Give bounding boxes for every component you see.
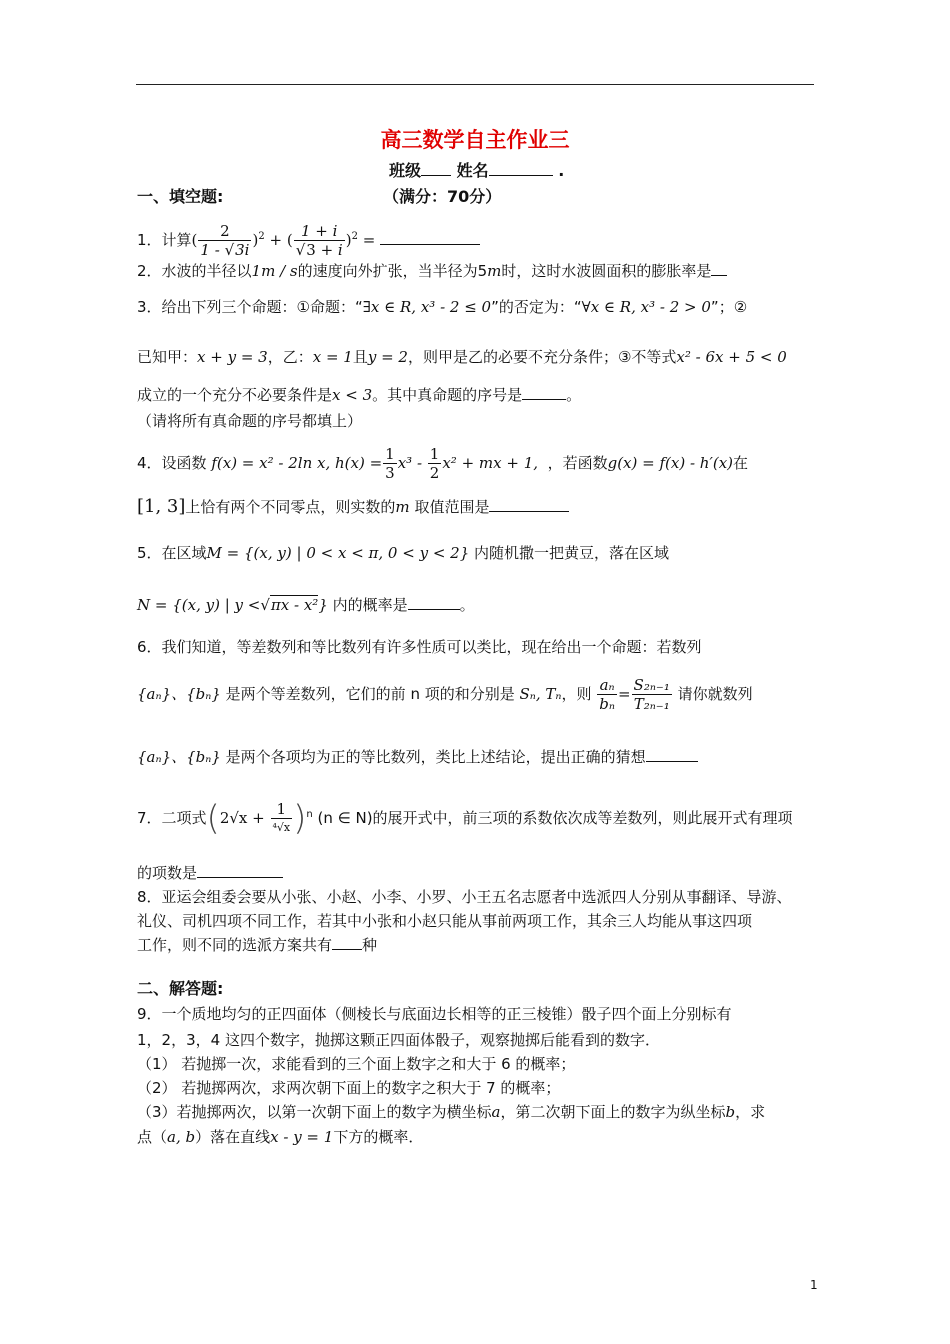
q1-fraction-b: $\frac{1 + i}{√3 + i}$ [295, 222, 343, 259]
q7-fraction: $\frac{1}{\text{⁴√x}}$ [272, 800, 291, 834]
question-9-sub-3: （3）若抛掷两次，以第一次朝下面上的数字为横坐标a，第二次朝下面上的数字为纵坐标b，求 [137, 1103, 766, 1121]
question-9-sub-2: （2） 若抛掷两次，求两次朝下面上的数字之积大于 7 的概率； [137, 1079, 561, 1097]
name-blank[interactable] [489, 160, 553, 176]
section-2-heading: 二、解答题: [137, 979, 224, 998]
q6-fraction-ab: $\frac{\text{aₙ}}{\text{bₙ}}$ [599, 676, 615, 713]
question-8-line-3: 工作，则不同的选派方案共有 种 [137, 936, 378, 954]
question-6-line-1: 6．我们知道，等差数列和等比数列有许多性质可以类比，现在给出一个命题：若数列 [137, 638, 702, 656]
question-4-line-2: [1, 3]上恰有两个不同零点，则实数的m 取值范围是 [137, 496, 569, 518]
question-1: 1．计算( $\frac{2}{1 - √3i}$ )$^2$ + ( $\frac{1 + i}{√3 + i}$ )$^2$ = [137, 222, 480, 259]
q4-fraction-1-2: $\frac{1}{2}$ [429, 445, 440, 482]
q5-answer-blank[interactable] [408, 594, 460, 610]
question-8-line-2: 礼仪、司机四项不同工作，若其中小张和小赵只能从事前两项工作，其余三人均能从事这四项 [137, 912, 753, 930]
q4-fraction-1-3: $\frac{1}{3}$ [385, 445, 395, 482]
page-title: 高三数学自主作业三 [380, 128, 570, 152]
question-5-line-1: 5．在区域M = {(x, y) | 0 < x < π, 0 < y < 2} 内随机撒一把黄豆，落在区域 [137, 544, 670, 562]
question-9-sub-3-cont: 点（a, b）落在直线x - y = 1下方的概率． [137, 1128, 424, 1146]
name-label: 姓名 [456, 161, 489, 180]
q1-fraction-a: $\frac{2}{1 - √3i}$ [200, 222, 250, 259]
q6-fraction-st: $\frac{\text{S₂ₙ₋₁}}{\text{T₂ₙ₋₁}}$ [633, 676, 670, 713]
q1-answer-blank[interactable] [380, 229, 480, 245]
question-3-line-3: 成立的一个充分不必要条件是x < 3。其中真命题的序号是 。 [137, 386, 582, 404]
q1-text: 1．计算 [137, 231, 192, 249]
question-9-line-2: 1，2，3，4 这四个数字，抛掷这颗正四面体骰子，观察抛掷后能看到的数字． [137, 1031, 660, 1049]
question-9-line-1: 9．一个质地均匀的正四面体（侧棱长与底面边长相等的正三棱锥）骰子四个面上分别标有 [137, 1005, 732, 1023]
q2-answer-blank[interactable] [711, 260, 727, 276]
class-label: 班级 [389, 161, 422, 180]
question-6-line-2: {aₙ}、{bₙ} 是两个等差数列，它们的前 n 项的和分别是 Sₙ, Tₙ，则 $\frac{\text{aₙ}}{\text{bₙ}}$ = $\frac{\text{S₂ₙ₋₁}}{\text{T₂ₙ₋₁}}$ 请你就数列 [137, 676, 753, 713]
question-5-line-2: N = {(x, y) | y <√πx - x²} 内的概率是 。 [137, 596, 475, 614]
page-number: 1 [810, 1278, 818, 1292]
full-marks: （满分：70分） [383, 187, 502, 206]
q6-answer-blank[interactable] [646, 746, 698, 762]
question-8-line-1: 8．亚运会组委会要从小张、小赵、小李、小罗、小王五名志愿者中选派四人分别从事翻译、导游、 [137, 888, 792, 906]
question-9-sub-1: （1） 若抛掷一次，求能看到的三个面上数字之和大于 6 的概率； [137, 1055, 576, 1073]
question-4-line-1: 4．设函数 f(x) = x² - 2ln x, h(x) = $\frac{1}{3}$ x³ - $\frac{1}{2}$ x² + mx + 1, ，若函数g(x) = f(x) - h′(x)在 [137, 445, 749, 482]
q3-answer-blank[interactable] [522, 384, 566, 400]
class-name-line [389, 160, 564, 182]
question-6-line-3: {aₙ}、{bₙ} 是两个各项均为正的等比数列，类比上述结论，提出正确的猜想 [137, 746, 698, 768]
question-7-line-1: 7．二项式(2√x + $\frac{1}{\text{⁴√x}}$ )$^n$ (n ∈ N)的展开式中，前三项的系数依次成等差数列，则此展开式有理项 [137, 798, 793, 839]
question-3-line-1: 3．给出下列三个命题：①命题：“∃x ∈ R, x³ - 2 ≤ 0”的否定为：“∀x ∈ R, x³ - 2 > 0”；② [137, 298, 748, 316]
question-2: 2．水波的半径以1m / s的速度向外扩张，当半径为5m时，这时水波圆面积的膨胀率是 [137, 260, 727, 282]
question-7-line-2: 的项数是 [137, 862, 283, 884]
question-3-line-2: 已知甲：x + y = 3，乙：x = 1且y = 2，则甲是乙的必要不充分条件；③不等式x² - 6x + 5 < 0 [137, 348, 787, 366]
section-1-heading: 一、填空题: [137, 187, 224, 206]
top-rule [136, 84, 814, 85]
q7-answer-blank[interactable] [197, 862, 283, 878]
name-end: . [558, 161, 565, 180]
q4-answer-blank[interactable] [489, 496, 569, 512]
question-3-note: （请将所有真命题的序号都填上） [137, 412, 363, 430]
class-blank[interactable] [421, 160, 451, 176]
q8-answer-blank[interactable] [332, 934, 362, 950]
